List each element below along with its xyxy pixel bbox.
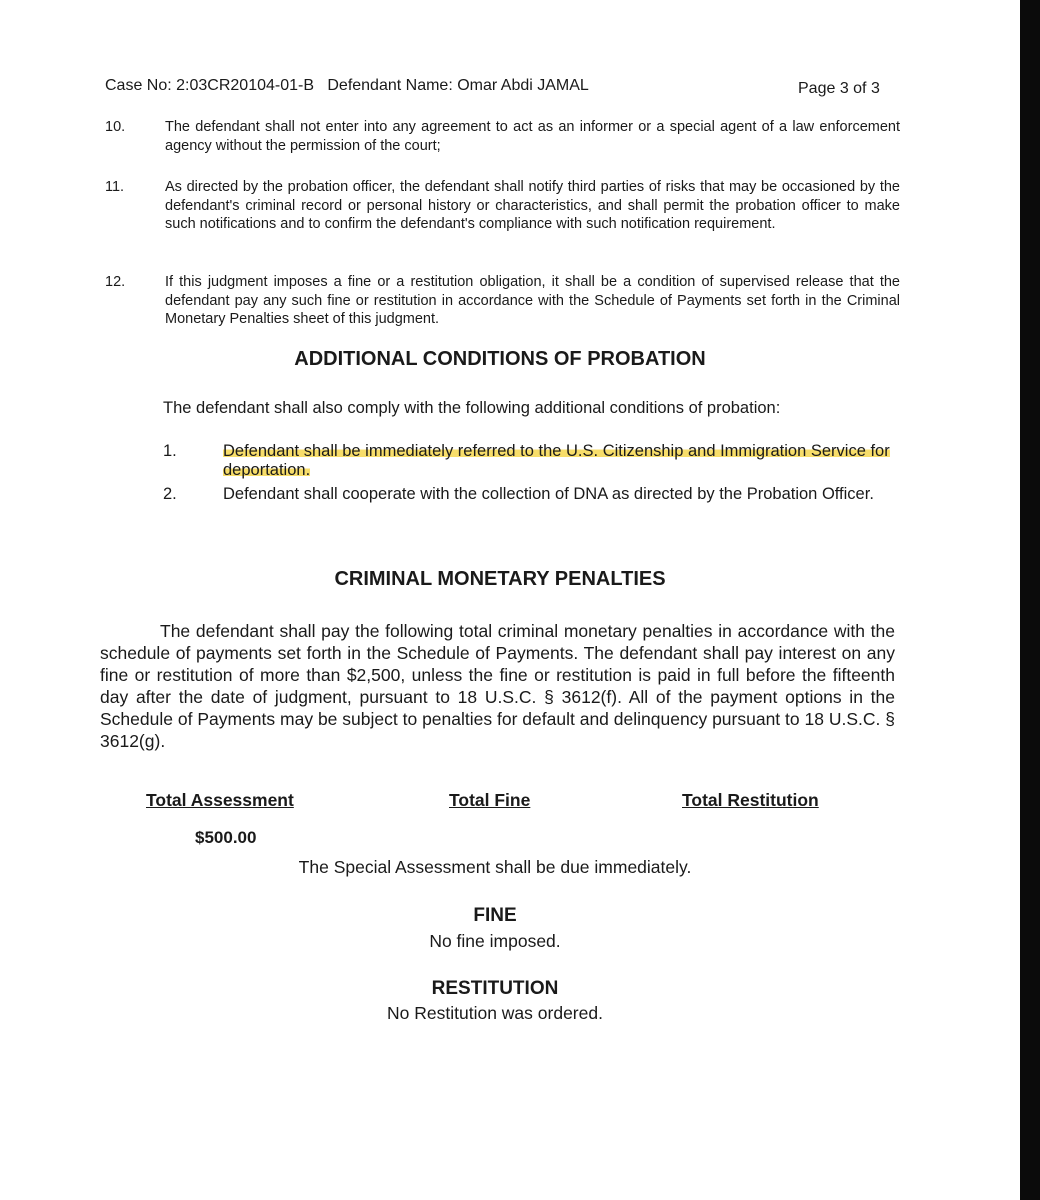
fine-heading: FINE bbox=[473, 905, 517, 926]
condition-text: As directed by the probation officer, the defendant shall notify third parties of risks that may be occasioned by the defendant's criminal record or personal history or characteristics, and shall permit the probation officer to make such notifications and to confirm the defendant's compliance with such notification requirement. bbox=[165, 179, 900, 232]
restitution-heading: RESTITUTION bbox=[431, 978, 559, 999]
additional-condition-item bbox=[163, 485, 900, 504]
monetary-penalties-heading: CRIMINAL MONETARY PENALTIES bbox=[334, 568, 666, 590]
condition-item bbox=[105, 273, 900, 329]
case-number: Case No: 2:03CR20104-01-B bbox=[105, 77, 315, 94]
monetary-penalties-text: The defendant shall pay the following total criminal monetary penalties in accordance with the schedule of payments set forth in the Schedule of Payments. The defendant shall pay interest on any fine or restitution of more than $2,500, unless the fine or restitution is paid in full before the fifteenth day after the date of judgment, pursuant to 18 U.S.C. § 3612(f). All of the payment options in the Schedule of Payments may be subject to penalties for default and delinquency pursuant to 18 U.S.C. § 3612(g). bbox=[100, 621, 895, 751]
scan-edge bbox=[1020, 0, 1040, 1200]
additional-condition-text: Defendant shall cooperate with the collection of DNA as directed by the Probation Officer. bbox=[223, 485, 874, 503]
additional-condition-number: 1. bbox=[163, 442, 177, 460]
additional-condition-number: 2. bbox=[163, 485, 177, 503]
assessment-note: The Special Assessment shall be due immediately. bbox=[298, 857, 692, 877]
page-number: Page 3 of 3 bbox=[798, 80, 880, 97]
additional-conditions-intro: The defendant shall also comply with the following additional conditions of probation: bbox=[163, 399, 781, 417]
condition-text: If this judgment imposes a fine or a restitution obligation, it shall be a condition of supervised release that the defendant pay any such fine or restitution in accordance with the Schedule of Payments set forth in the Criminal Monetary Penalties sheet of this judgment. bbox=[165, 274, 900, 327]
total-assessment-header: Total Assessment bbox=[146, 790, 294, 810]
condition-number: 11. bbox=[105, 179, 125, 195]
additional-conditions-heading: ADDITIONAL CONDITIONS OF PROBATION bbox=[294, 348, 706, 370]
condition-item bbox=[105, 118, 900, 155]
total-fine-header: Total Fine bbox=[449, 790, 531, 810]
total-restitution-header: Total Restitution bbox=[682, 790, 819, 810]
fine-text: No fine imposed. bbox=[429, 931, 561, 951]
condition-item bbox=[105, 178, 900, 234]
condition-number: 10. bbox=[105, 119, 126, 135]
defendant-name: Defendant Name: Omar Abdi JAMAL bbox=[327, 77, 589, 94]
additional-condition-item bbox=[163, 442, 900, 480]
highlighted-condition-text: Defendant shall be immediately referred to the U.S. Citizenship and Immigration Service for deportation. bbox=[223, 442, 890, 479]
condition-text: The defendant shall not enter into any agreement to act as an informer or a special agent of a law enforcement agency without the permission of the court; bbox=[165, 119, 900, 154]
monetary-penalties-paragraph bbox=[100, 620, 895, 752]
condition-number: 12. bbox=[105, 274, 126, 290]
restitution-text: No Restitution was ordered. bbox=[387, 1003, 603, 1023]
page-header bbox=[105, 77, 589, 95]
assessment-amount: $500.00 bbox=[195, 828, 257, 847]
